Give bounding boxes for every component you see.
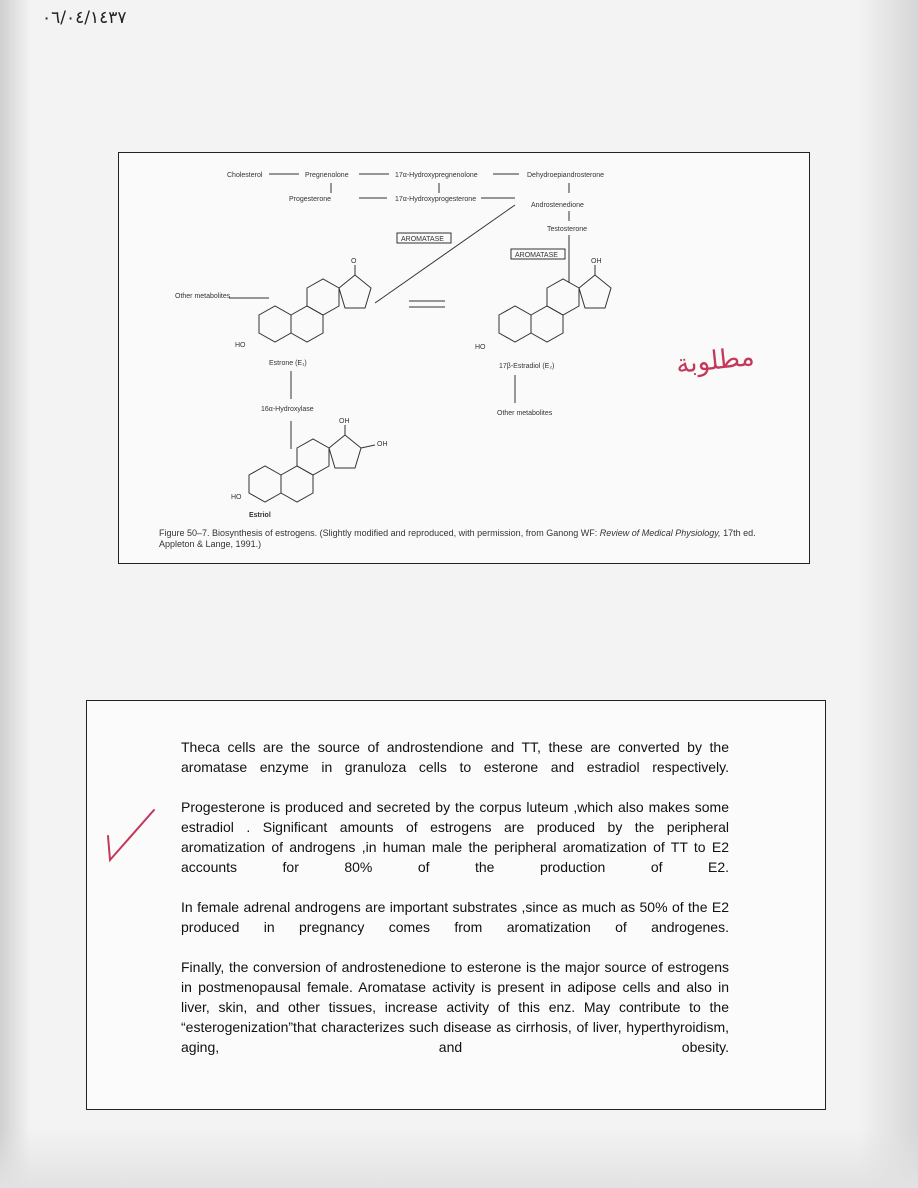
caption-italic-review: Review xyxy=(599,528,630,538)
notes-text xyxy=(181,737,729,1077)
node-estradiol: 17β-Estradiol (E₂) xyxy=(499,363,555,370)
label-other-metabolites-right: Other metabolites xyxy=(497,410,553,417)
scan-shadow-right xyxy=(858,0,918,1188)
scan-shadow-left xyxy=(0,0,30,1188)
caption-text: Figure 50–7. Biosynthesis of estrogens. (Slightly modified and reproduced, with permission, from Ganong WF: xyxy=(159,528,600,538)
label-oh-estriol-1: OH xyxy=(339,418,350,425)
caption-italic-source: of Medical Physiology, xyxy=(631,528,721,538)
node-testosterone: Testosterone xyxy=(547,226,588,233)
node-androstenedione: Androstenedione xyxy=(531,202,584,209)
scan-shadow-bottom xyxy=(0,1128,918,1188)
label-aromatase-left: AROMATASE xyxy=(401,236,444,243)
node-dhea: Dehydroepiandrosterone xyxy=(527,172,605,179)
estriol-structure xyxy=(249,425,375,502)
arrow xyxy=(375,205,515,303)
paragraph-postmenopausal: Finally, the conversion of androstenedione to esterone is the major source of estrogens in postmenopausal female. Aromatase activity is present in adipose cells and also in liver, skin, and other tissues, increase activity of this enz. May contribute to the “esterogenization”that characterizes such disease as cirrhosis, of liver, hyperthyroidism, aging, and obesity. xyxy=(181,959,729,1055)
node-17-hydroxypregnenolone: 17α-Hydroxypregnenolone xyxy=(395,172,478,179)
label-other-metabolites-left: Other metabolites xyxy=(175,293,231,300)
estradiol-structure xyxy=(499,265,611,342)
node-17-hydroxyprogesterone: 17α-Hydroxyprogesterone xyxy=(395,196,477,203)
check-mark-icon xyxy=(102,806,162,866)
node-progesterone: Progesterone xyxy=(289,196,332,203)
node-cholesterol: Cholesterol xyxy=(227,172,263,179)
node-estrone: Estrone (E₁) xyxy=(269,360,307,367)
label-ho-estradiol: HO xyxy=(475,344,486,351)
paragraph-female-adrenal: In female adrenal androgens are important substrates ,since as much as 50% of the E2 produced in pregnancy comes from aromatization of androgenes. xyxy=(181,899,729,935)
label-oh-estriol-2: OH xyxy=(377,441,388,448)
notes-box xyxy=(86,700,826,1110)
caption-tail: 17th ed. Appleton & Lange, 1991.) xyxy=(159,528,756,549)
label-ho-estrone: HO xyxy=(235,342,246,349)
handwritten-date: ٠٦/٠٤/١٤٣٧ xyxy=(42,8,127,28)
paragraph-theca: Theca cells are the source of androstendione and TT, these are converted by the aromatase enzyme in granuloza cells to esterone and estradiol respectively. xyxy=(181,739,729,775)
label-hydroxylase: 16α-Hydroxylase xyxy=(261,406,314,413)
label-o: O xyxy=(351,258,357,265)
node-pregnenolone: Pregnenolone xyxy=(305,172,349,179)
figure-caption xyxy=(159,528,779,550)
handwritten-arabic-note: مطلوبة xyxy=(674,341,756,381)
estrone-structure xyxy=(259,265,371,342)
label-ho-estriol: HO xyxy=(231,494,242,501)
label-aromatase-right: AROMATASE xyxy=(515,252,558,259)
paragraph-progesterone: Progesterone is produced and secreted by the corpus luteum ,which also makes some estradiol . Significant amounts of estrogens are produced by the peripheral aromatization of androgens ,in human male the peripheral aromatization of TT to E2 accounts for 80% of the production of E2. xyxy=(181,799,729,875)
label-oh-estradiol: OH xyxy=(591,258,602,265)
node-estriol: Estriol xyxy=(249,512,271,519)
